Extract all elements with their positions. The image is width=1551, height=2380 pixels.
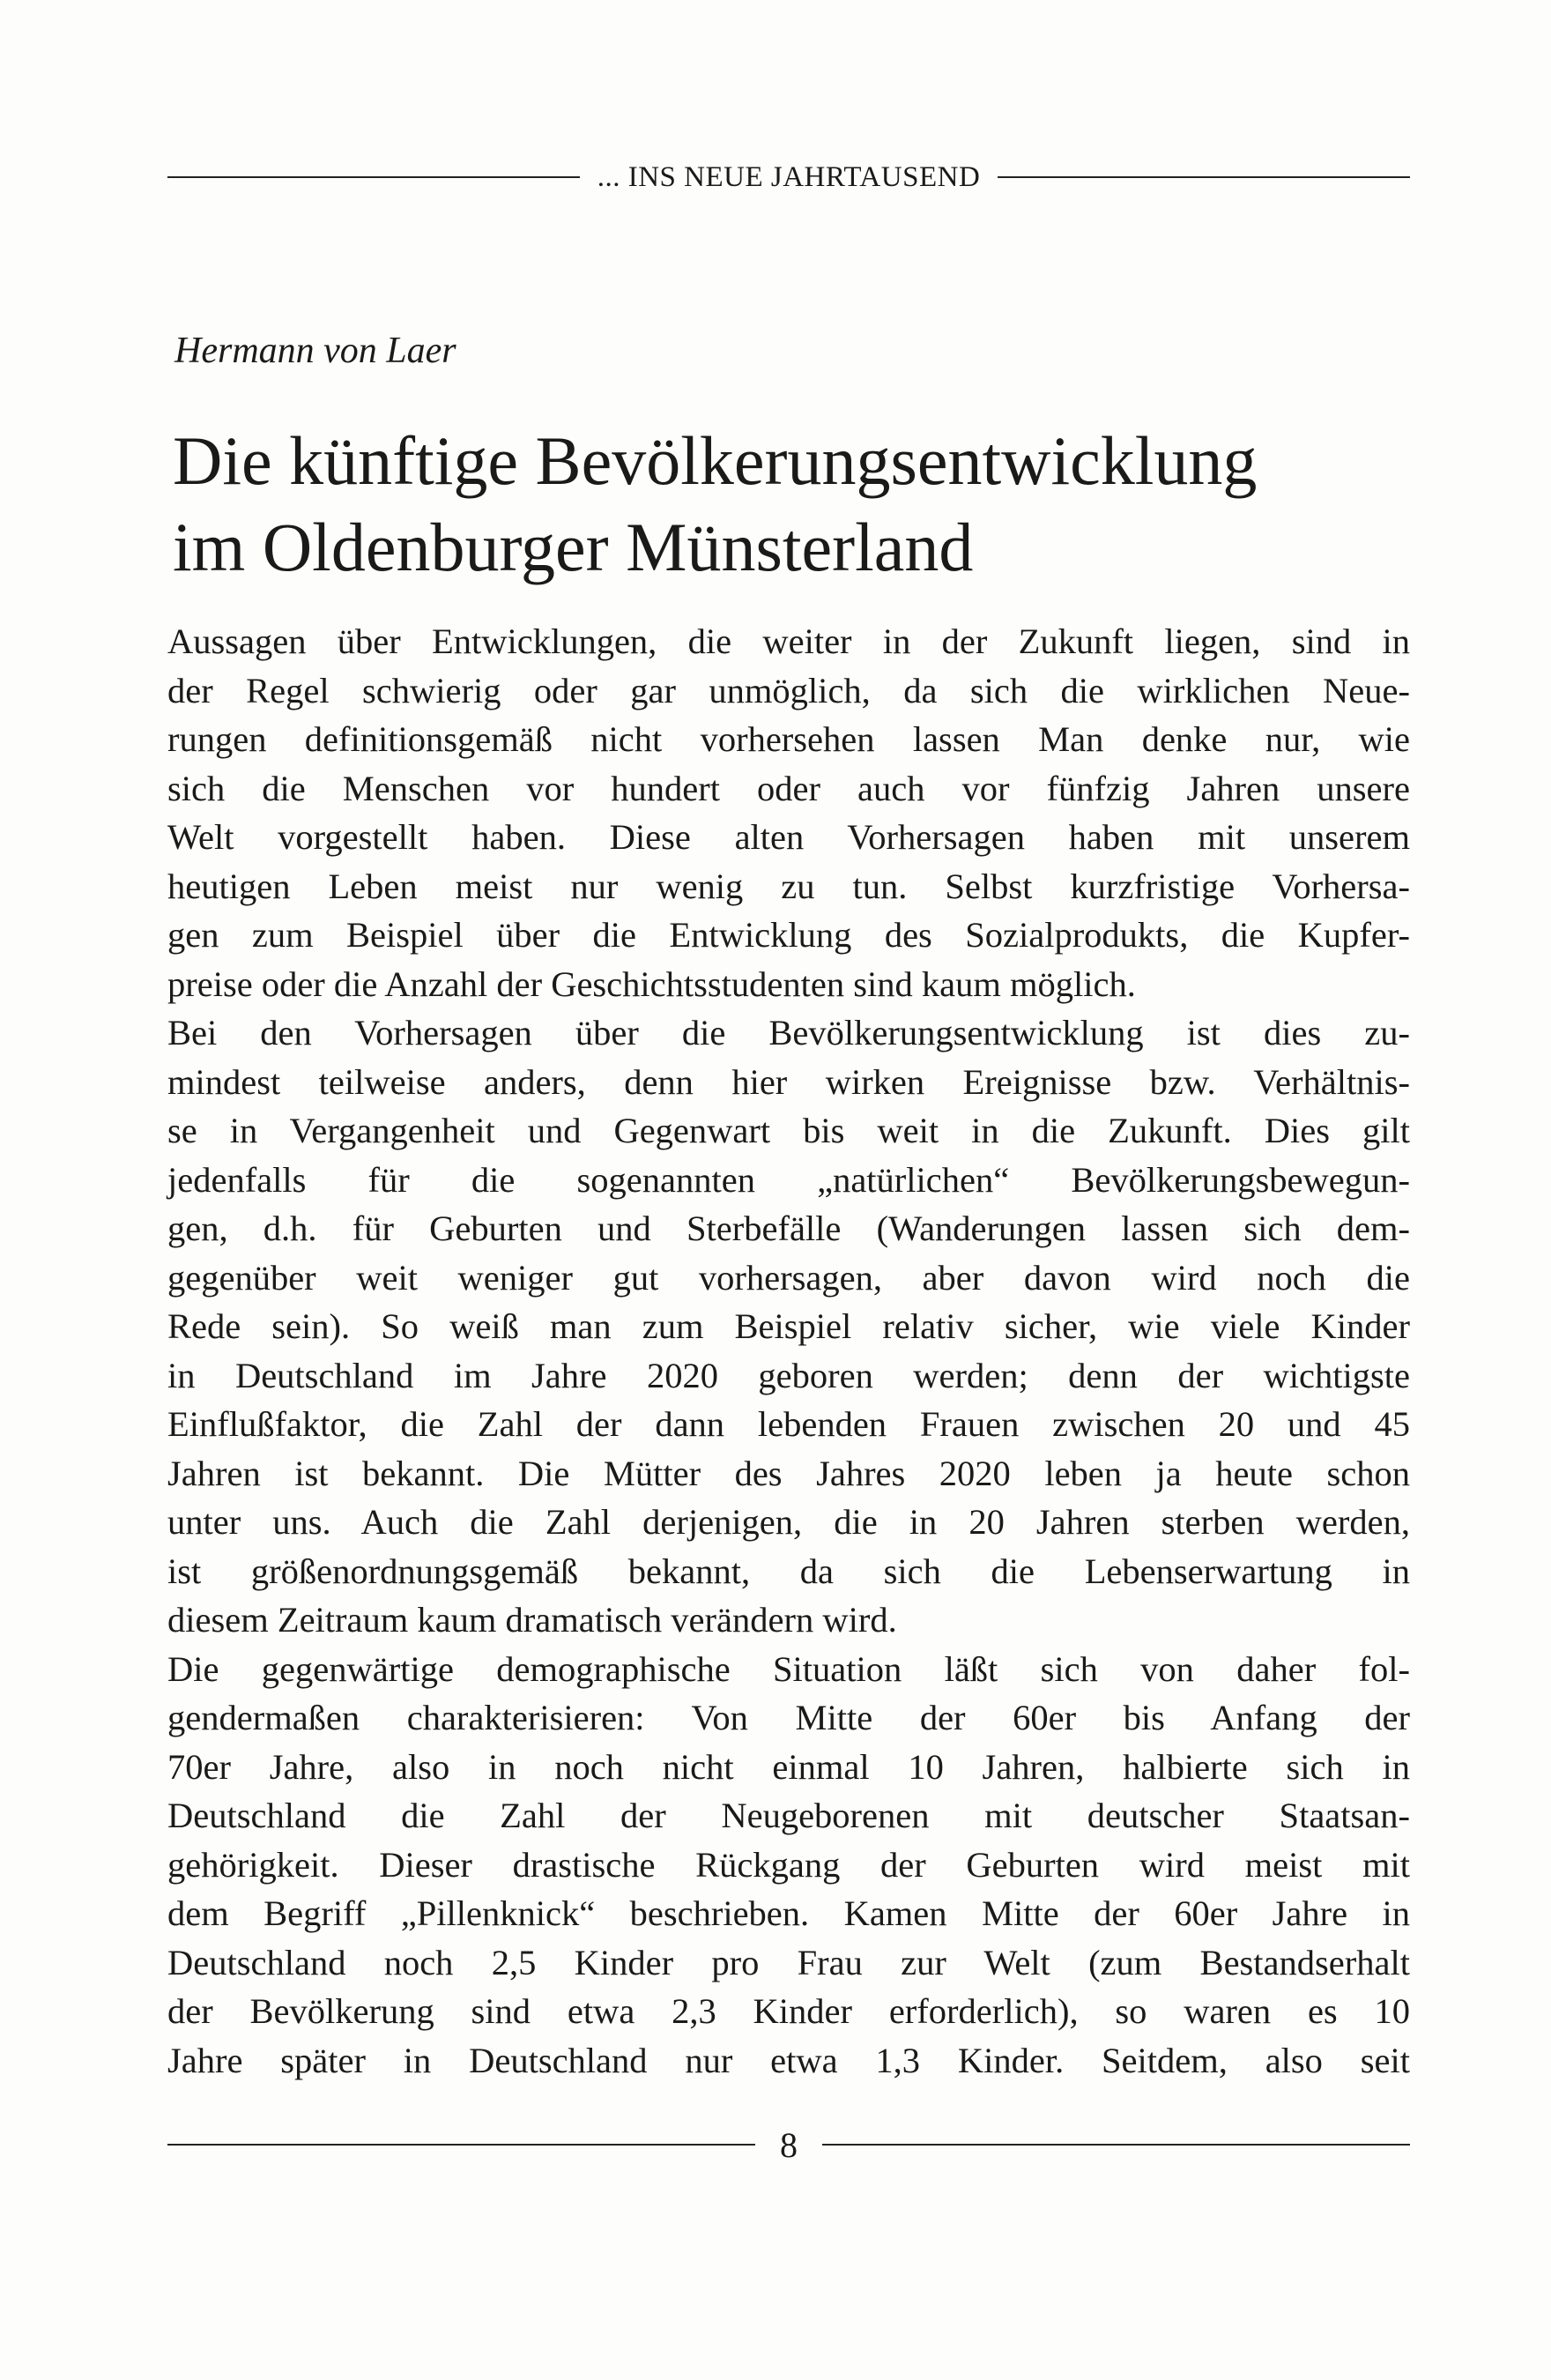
text-line: Rede sein). So weiß man zum Beispiel relativ sicher, wie viele Kinder (167, 1306, 1410, 1346)
text-line: der Bevölkerung sind etwa 2,3 Kinder erforderlich), so waren es 10 (167, 1991, 1410, 2031)
running-head-label: ... INS NEUE JAHRTAUSEND (597, 160, 981, 193)
page-footer (167, 2123, 1410, 2167)
text-line: Deutschland noch 2,5 Kinder pro Frau zur Welt (zum Bestandserhalt (167, 1942, 1410, 1982)
text-line: ist größenordnungsgemäß bekannt, da sich die Lebenserwartung in (167, 1551, 1410, 1591)
text-line: Die gegenwärtige demographische Situation läßt sich von daher fol- (167, 1648, 1410, 1689)
text-line: Welt vorgestellt haben. Diese alten Vorhersagen haben mit unserem (167, 817, 1410, 857)
article-title (173, 418, 1424, 591)
title-line-1: Die künftige Bevölkerungsentwicklung (173, 422, 1258, 499)
text-line: der Regel schwierig oder gar unmöglich, da sich die wirklichen Neue- (167, 670, 1410, 710)
text-line: jedenfalls für die sogenannten „natürlichen“ Bevölkerungsbewegun- (167, 1159, 1410, 1200)
text-line: gehörigkeit. Dieser drastische Rückgang der Geburten wird meist mit (167, 1844, 1410, 1885)
text-line: Jahren ist bekannt. Die Mütter des Jahres 2020 leben ja heute schon (167, 1453, 1410, 1493)
running-head-rule-left (167, 176, 580, 178)
page-number: 8 (780, 2124, 798, 2165)
running-head-rule-right (998, 176, 1410, 178)
text-line: gegenüber weit weniger gut vorhersagen, aber davon wird noch die (167, 1257, 1410, 1298)
text-line: sich die Menschen vor hundert oder auch vor fünfzig Jahren unsere (167, 768, 1410, 808)
text-line: mindest teilweise anders, denn hier wirken Ereignisse bzw. Verhältnis- (167, 1061, 1410, 1102)
text-line: gendermaßen charakterisieren: Von Mitte der 60er bis Anfang der (167, 1698, 1410, 1737)
text-line: Einflußfaktor, die Zahl der dann lebenden Frauen zwischen 20 und 45 (167, 1404, 1410, 1444)
footer-rule-right (822, 2144, 1410, 2146)
text-line: diesem Zeitraum kaum dramatisch verändern wird. (167, 1600, 897, 1640)
text-line: preise oder die Anzahl der Geschichtsstudenten sind kaum möglich. (167, 963, 1136, 1004)
text-line: Bei den Vorhersagen über die Bevölkerungsentwicklung ist dies zu- (167, 1013, 1410, 1052)
text-line: Deutschland die Zahl der Neugeborenen mit deutscher Staatsan- (167, 1796, 1410, 1835)
text-line: dem Begriff „Pillenknick“ beschrieben. Kamen Mitte der 60er Jahre in (167, 1893, 1410, 1933)
article-body (167, 617, 1410, 2085)
text-line: in Deutschland im Jahre 2020 geboren werden; denn der wichtigste (167, 1355, 1410, 1395)
text-line: unter uns. Auch die Zahl derjenigen, die in 20 Jahren sterben werden, (167, 1502, 1410, 1542)
text-line: heutigen Leben meist nur wenig zu tun. Selbst kurzfristige Vorhersa- (167, 866, 1410, 906)
footer-rule-left (167, 2144, 755, 2146)
text-line: Aussagen über Entwicklungen, die weiter in der Zukunft liegen, sind in (167, 621, 1410, 661)
title-line-2: im Oldenburger Münsterland (173, 509, 974, 585)
text-line: Jahre später in Deutschland nur etwa 1,3 Kinder. Seitdem, also seit (167, 2040, 1410, 2080)
running-head (167, 157, 1410, 197)
text-line: rungen definitionsgemäß nicht vorhersehen lassen Man denke nur, wie (167, 719, 1410, 759)
author-name: Hermann von Laer (174, 331, 456, 371)
text-line: gen zum Beispiel über die Entwicklung des Sozialprodukts, die Kupfer- (167, 915, 1410, 955)
text-line: gen, d.h. für Geburten und Sterbefälle (Wanderungen lassen sich dem- (167, 1209, 1410, 1248)
text-line: 70er Jahre, also in noch nicht einmal 10 Jahren, halbierte sich in (167, 1746, 1410, 1787)
text-line: se in Vergangenheit und Gegenwart bis weit in die Zukunft. Dies gilt (167, 1111, 1410, 1150)
